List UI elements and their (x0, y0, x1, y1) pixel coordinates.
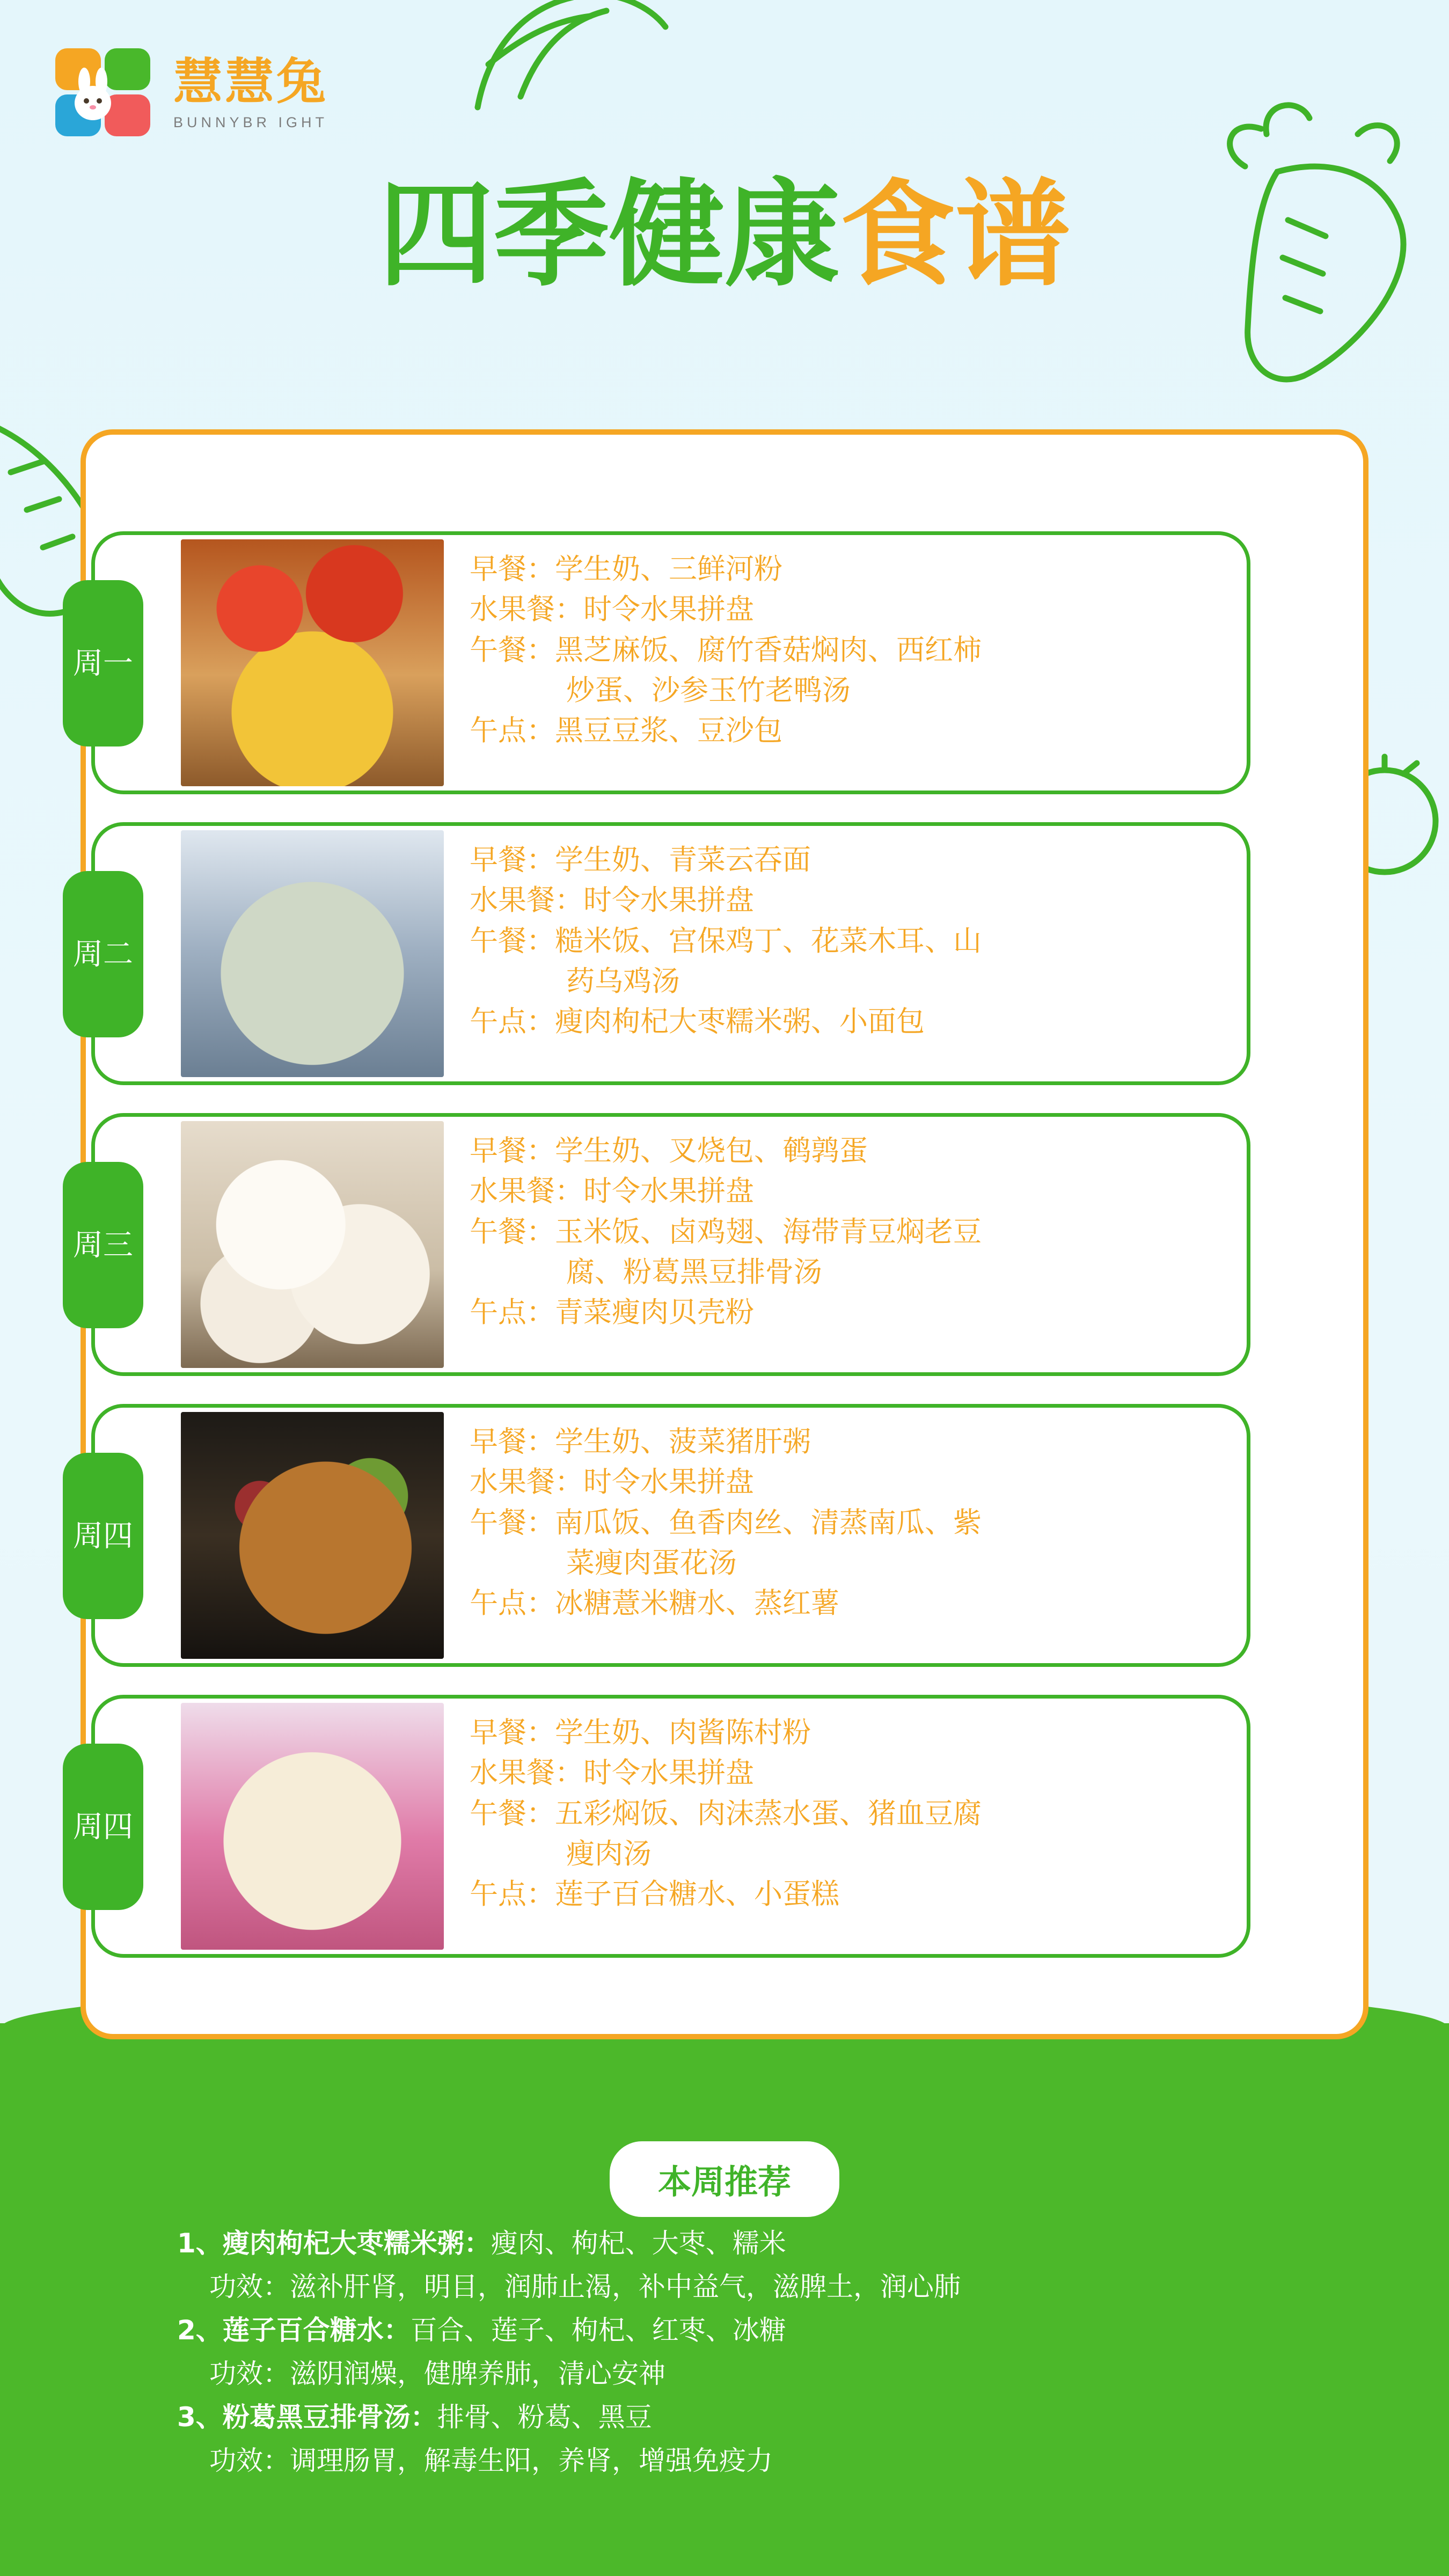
breakfast-line: 早餐：学生奶、叉烧包、鹌鹑蛋 (470, 1135, 868, 1167)
fruit-line: 水果餐：时令水果拼盘 (470, 593, 754, 626)
recommend-effect: 功效：调理肠胃，解毒生阳，养肾，增强免疫力 (209, 2445, 773, 2476)
menu-rows (73, 531, 1363, 1986)
lunch-line-cont: 瘦肉汤 (566, 1837, 652, 1870)
page-title (0, 167, 1449, 302)
lunch-line: 午餐：五彩焖饭、肉沫蒸水蛋、猪血豆腐 (470, 1797, 982, 1830)
dish-photo (181, 830, 444, 1077)
meal-text (444, 826, 1247, 1081)
list-item (177, 2309, 1304, 2352)
table-row (73, 1404, 1250, 1667)
snack-line: 午点：青菜瘦肉贝壳粉 (470, 1296, 754, 1329)
snack-line: 午点：冰糖薏米糖水、蒸红薯 (470, 1587, 839, 1620)
table-row (73, 1695, 1250, 1958)
lunch-line-cont: 药乌鸡汤 (566, 964, 680, 998)
recommend-badge: 本周推荐 (610, 2141, 839, 2217)
dish-photo (181, 1703, 444, 1950)
table-row (73, 1113, 1250, 1376)
brand-name-cn: 慧慧兔 (173, 54, 328, 109)
snack-line: 午点：黑豆豆浆、豆沙包 (470, 714, 782, 747)
lunch-line-cont: 菜瘦肉蛋花汤 (566, 1546, 737, 1579)
lunch-line-cont: 腐、粉葛黑豆排骨汤 (566, 1255, 822, 1289)
meal-text (444, 1699, 1247, 1954)
recommend-ingredients: 瘦肉、枸杞、大枣、糯米 (491, 2228, 786, 2259)
bunny-logo-icon (51, 43, 158, 145)
breakfast-line: 早餐：学生奶、菠菜猪肝粥 (470, 1425, 811, 1458)
day-tab-label: 周三 (73, 1227, 133, 1262)
day-tab-label: 周一 (73, 646, 133, 680)
page-title-part1: 四季健康 (378, 167, 840, 302)
recommend-title: 3、粉葛黑豆排骨汤： (177, 2402, 437, 2433)
day-tab[interactable] (63, 1453, 143, 1619)
day-tab-label: 周四 (73, 1518, 133, 1553)
lunch-line: 午餐：黑芝麻饭、腐竹香菇焖肉、西红柿 (470, 633, 982, 667)
recommend-ingredients: 百合、莲子、枸杞、红枣、冰糖 (410, 2315, 786, 2346)
dish-photo (181, 1412, 444, 1659)
lunch-line: 午餐：南瓜饭、鱼香肉丝、清蒸南瓜、紫 (470, 1506, 982, 1539)
day-tab-label: 周四 (73, 1809, 133, 1843)
brand-name-en: BUNNYBR IGHT (173, 114, 328, 130)
table-row (73, 822, 1250, 1085)
breakfast-line: 早餐：学生奶、肉酱陈村粉 (470, 1716, 811, 1749)
recommend-title: 1、瘦肉枸杞大枣糯米粥： (177, 2228, 491, 2259)
snack-line: 午点：瘦肉枸杞大枣糯米粥、小面包 (470, 1005, 925, 1038)
table-row (73, 531, 1250, 794)
fruit-line: 水果餐：时令水果拼盘 (470, 884, 754, 917)
recommend-list (177, 2222, 1304, 2483)
breakfast-line: 早餐：学生奶、三鲜河粉 (470, 553, 782, 586)
dish-photo (181, 1121, 444, 1368)
lunch-line-cont: 炒蛋、沙参玉竹老鸭汤 (566, 674, 851, 707)
day-tab[interactable] (63, 1744, 143, 1910)
day-tab[interactable] (63, 580, 143, 747)
list-item (177, 2396, 1304, 2439)
recommend-ingredients: 排骨、粉葛、黑豆 (437, 2402, 652, 2433)
day-tab[interactable] (63, 1162, 143, 1328)
meal-text (444, 1408, 1247, 1663)
day-tab[interactable] (63, 871, 143, 1037)
dish-photo (181, 539, 444, 786)
fruit-line: 水果餐：时令水果拼盘 (470, 1175, 754, 1208)
brand-logo (51, 43, 328, 145)
carrot-leaf-deco-icon (456, 0, 682, 113)
breakfast-line: 早餐：学生奶、青菜云吞面 (470, 844, 811, 876)
recommend-effect: 功效：滋阴润燥，健脾养肺，清心安神 (209, 2358, 665, 2389)
day-tab-label: 周二 (73, 936, 133, 971)
recommend-title: 2、莲子百合糖水： (177, 2315, 411, 2346)
lunch-line: 午餐：糙米饭、宫保鸡丁、花菜木耳、山 (470, 924, 982, 957)
page-title-part2: 食谱 (840, 167, 1071, 302)
fruit-line: 水果餐：时令水果拼盘 (470, 1757, 754, 1790)
fruit-line: 水果餐：时令水果拼盘 (470, 1466, 754, 1499)
recommend-effect: 功效：滋补肝肾，明目，润肺止渴，补中益气，滋脾土，润心肺 (209, 2271, 961, 2302)
lunch-line: 午餐：玉米饭、卤鸡翅、海带青豆焖老豆 (470, 1215, 982, 1248)
meal-text (444, 1117, 1247, 1372)
snack-line: 午点：莲子百合糖水、小蛋糕 (470, 1878, 839, 1911)
list-item (177, 2222, 1304, 2265)
meal-text (444, 535, 1247, 791)
